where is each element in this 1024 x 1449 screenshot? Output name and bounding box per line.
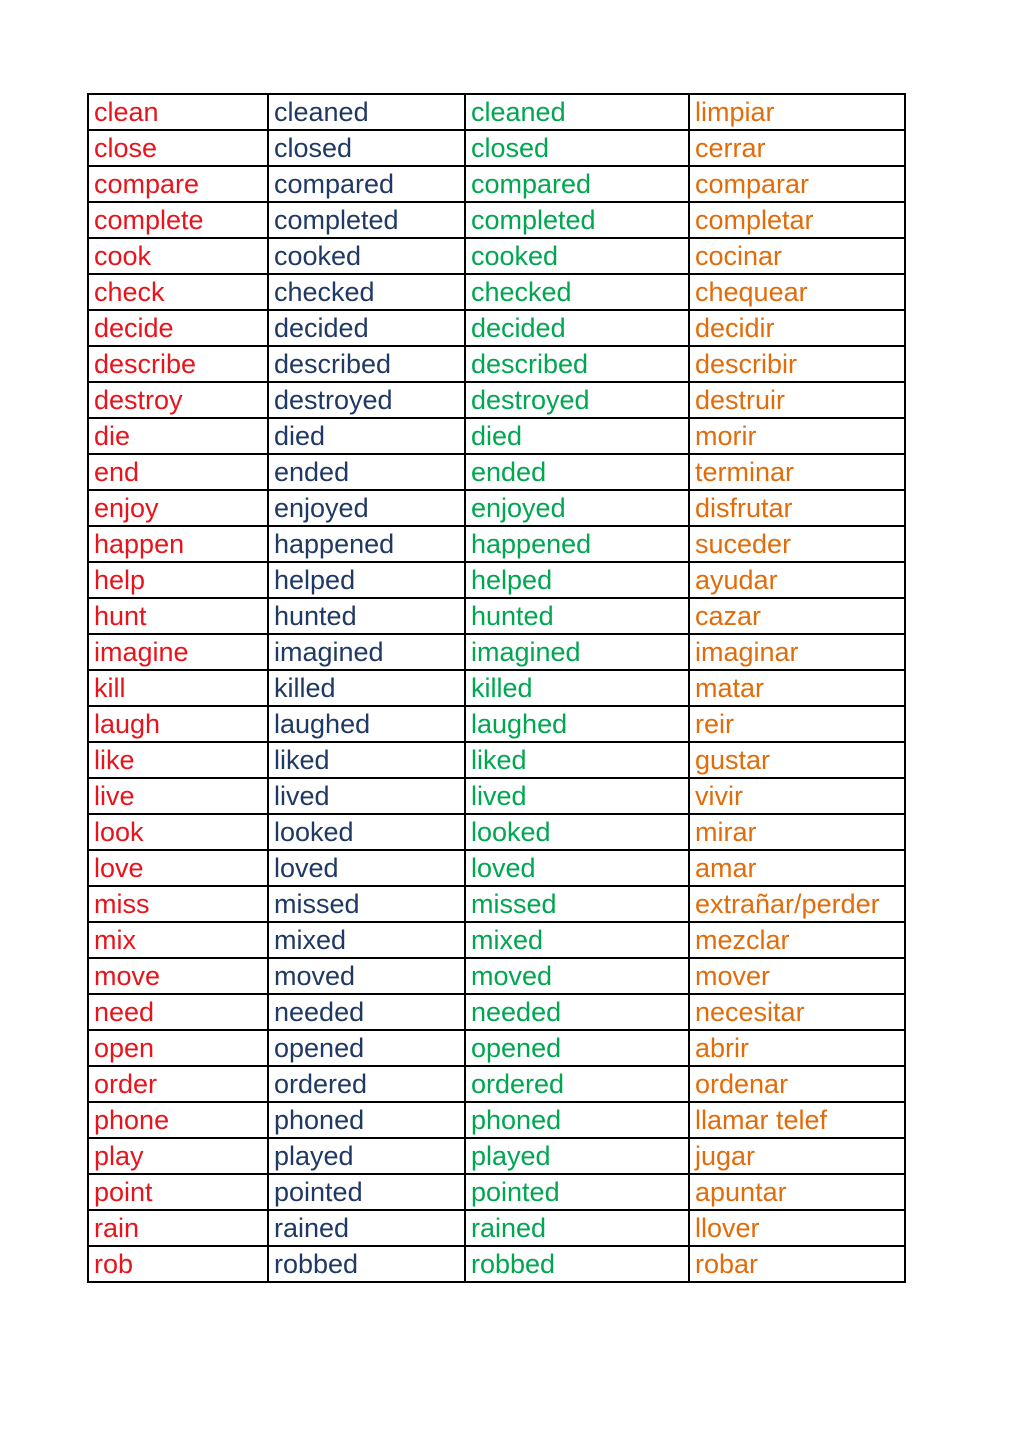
past-participle-cell: looked: [465, 814, 689, 850]
table-row: [88, 490, 905, 526]
past-tense-cell: imagined: [268, 634, 465, 670]
past-tense-cell: mixed: [268, 922, 465, 958]
spanish-translation-cell: morir: [689, 418, 905, 454]
spanish-translation-cell: imaginar: [689, 634, 905, 670]
past-tense-cell: killed: [268, 670, 465, 706]
past-tense-cell: looked: [268, 814, 465, 850]
past-tense-cell: ordered: [268, 1066, 465, 1102]
past-participle-cell: laughed: [465, 706, 689, 742]
past-tense-cell: hunted: [268, 598, 465, 634]
past-participle-cell: opened: [465, 1030, 689, 1066]
infinitive-cell: rain: [88, 1210, 268, 1246]
table-row: [88, 1246, 905, 1282]
spanish-translation-cell: jugar: [689, 1138, 905, 1174]
spanish-translation-cell: mover: [689, 958, 905, 994]
infinitive-cell: destroy: [88, 382, 268, 418]
past-participle-cell: phoned: [465, 1102, 689, 1138]
past-tense-cell: died: [268, 418, 465, 454]
past-tense-cell: pointed: [268, 1174, 465, 1210]
table-row: [88, 922, 905, 958]
infinitive-cell: open: [88, 1030, 268, 1066]
table-row: [88, 1138, 905, 1174]
past-participle-cell: killed: [465, 670, 689, 706]
infinitive-cell: need: [88, 994, 268, 1030]
table-row: [88, 202, 905, 238]
table-row: [88, 814, 905, 850]
past-participle-cell: ordered: [465, 1066, 689, 1102]
infinitive-cell: close: [88, 130, 268, 166]
past-tense-cell: lived: [268, 778, 465, 814]
past-tense-cell: liked: [268, 742, 465, 778]
past-participle-cell: missed: [465, 886, 689, 922]
past-participle-cell: mixed: [465, 922, 689, 958]
past-tense-cell: helped: [268, 562, 465, 598]
past-participle-cell: lived: [465, 778, 689, 814]
infinitive-cell: order: [88, 1066, 268, 1102]
past-participle-cell: needed: [465, 994, 689, 1030]
past-participle-cell: moved: [465, 958, 689, 994]
past-participle-cell: cooked: [465, 238, 689, 274]
past-participle-cell: happened: [465, 526, 689, 562]
past-tense-cell: played: [268, 1138, 465, 1174]
infinitive-cell: complete: [88, 202, 268, 238]
spanish-translation-cell: cocinar: [689, 238, 905, 274]
past-participle-cell: ended: [465, 454, 689, 490]
table-row: [88, 850, 905, 886]
spanish-translation-cell: mezclar: [689, 922, 905, 958]
infinitive-cell: phone: [88, 1102, 268, 1138]
verb-table-body: [88, 94, 905, 1282]
infinitive-cell: hunt: [88, 598, 268, 634]
spanish-translation-cell: completar: [689, 202, 905, 238]
infinitive-cell: imagine: [88, 634, 268, 670]
table-row: [88, 166, 905, 202]
past-tense-cell: laughed: [268, 706, 465, 742]
table-row: [88, 778, 905, 814]
past-tense-cell: destroyed: [268, 382, 465, 418]
table-row: [88, 670, 905, 706]
verb-table: [87, 93, 906, 1283]
past-tense-cell: moved: [268, 958, 465, 994]
spanish-translation-cell: suceder: [689, 526, 905, 562]
infinitive-cell: describe: [88, 346, 268, 382]
spanish-translation-cell: chequear: [689, 274, 905, 310]
infinitive-cell: end: [88, 454, 268, 490]
past-tense-cell: needed: [268, 994, 465, 1030]
past-participle-cell: died: [465, 418, 689, 454]
past-tense-cell: decided: [268, 310, 465, 346]
spanish-translation-cell: mirar: [689, 814, 905, 850]
past-participle-cell: destroyed: [465, 382, 689, 418]
spanish-translation-cell: gustar: [689, 742, 905, 778]
table-row: [88, 886, 905, 922]
past-tense-cell: loved: [268, 850, 465, 886]
table-row: [88, 706, 905, 742]
past-participle-cell: checked: [465, 274, 689, 310]
spanish-translation-cell: disfrutar: [689, 490, 905, 526]
past-tense-cell: ended: [268, 454, 465, 490]
infinitive-cell: point: [88, 1174, 268, 1210]
past-tense-cell: robbed: [268, 1246, 465, 1282]
spanish-translation-cell: llamar telef: [689, 1102, 905, 1138]
past-participle-cell: helped: [465, 562, 689, 598]
past-participle-cell: loved: [465, 850, 689, 886]
infinitive-cell: play: [88, 1138, 268, 1174]
spanish-translation-cell: cerrar: [689, 130, 905, 166]
spanish-translation-cell: extrañar/perder: [689, 886, 905, 922]
past-participle-cell: pointed: [465, 1174, 689, 1210]
spanish-translation-cell: cazar: [689, 598, 905, 634]
infinitive-cell: love: [88, 850, 268, 886]
past-tense-cell: checked: [268, 274, 465, 310]
spanish-translation-cell: apuntar: [689, 1174, 905, 1210]
past-tense-cell: happened: [268, 526, 465, 562]
table-row: [88, 994, 905, 1030]
past-participle-cell: played: [465, 1138, 689, 1174]
table-row: [88, 130, 905, 166]
table-row: [88, 382, 905, 418]
spanish-translation-cell: destruir: [689, 382, 905, 418]
infinitive-cell: check: [88, 274, 268, 310]
past-tense-cell: described: [268, 346, 465, 382]
past-participle-cell: described: [465, 346, 689, 382]
past-tense-cell: opened: [268, 1030, 465, 1066]
past-participle-cell: completed: [465, 202, 689, 238]
past-participle-cell: cleaned: [465, 94, 689, 130]
table-row: [88, 958, 905, 994]
past-tense-cell: compared: [268, 166, 465, 202]
spanish-translation-cell: ayudar: [689, 562, 905, 598]
spanish-translation-cell: describir: [689, 346, 905, 382]
table-row: [88, 1174, 905, 1210]
past-participle-cell: enjoyed: [465, 490, 689, 526]
past-tense-cell: cleaned: [268, 94, 465, 130]
spanish-translation-cell: robar: [689, 1246, 905, 1282]
table-row: [88, 238, 905, 274]
infinitive-cell: kill: [88, 670, 268, 706]
infinitive-cell: rob: [88, 1246, 268, 1282]
past-tense-cell: rained: [268, 1210, 465, 1246]
past-participle-cell: liked: [465, 742, 689, 778]
table-row: [88, 418, 905, 454]
infinitive-cell: move: [88, 958, 268, 994]
table-row: [88, 562, 905, 598]
past-participle-cell: rained: [465, 1210, 689, 1246]
infinitive-cell: enjoy: [88, 490, 268, 526]
spanish-translation-cell: comparar: [689, 166, 905, 202]
spanish-translation-cell: abrir: [689, 1030, 905, 1066]
spanish-translation-cell: limpiar: [689, 94, 905, 130]
past-participle-cell: imagined: [465, 634, 689, 670]
spanish-translation-cell: amar: [689, 850, 905, 886]
infinitive-cell: laugh: [88, 706, 268, 742]
table-row: [88, 1102, 905, 1138]
infinitive-cell: clean: [88, 94, 268, 130]
spanish-translation-cell: ordenar: [689, 1066, 905, 1102]
table-row: [88, 94, 905, 130]
past-tense-cell: completed: [268, 202, 465, 238]
infinitive-cell: miss: [88, 886, 268, 922]
past-participle-cell: compared: [465, 166, 689, 202]
infinitive-cell: die: [88, 418, 268, 454]
past-tense-cell: missed: [268, 886, 465, 922]
past-participle-cell: robbed: [465, 1246, 689, 1282]
table-row: [88, 454, 905, 490]
table-row: [88, 526, 905, 562]
spanish-translation-cell: reir: [689, 706, 905, 742]
past-tense-cell: cooked: [268, 238, 465, 274]
spanish-translation-cell: matar: [689, 670, 905, 706]
spanish-translation-cell: terminar: [689, 454, 905, 490]
spanish-translation-cell: necesitar: [689, 994, 905, 1030]
past-participle-cell: decided: [465, 310, 689, 346]
spanish-translation-cell: decidir: [689, 310, 905, 346]
table-row: [88, 634, 905, 670]
table-row: [88, 598, 905, 634]
spanish-translation-cell: vivir: [689, 778, 905, 814]
past-participle-cell: hunted: [465, 598, 689, 634]
past-participle-cell: closed: [465, 130, 689, 166]
past-tense-cell: enjoyed: [268, 490, 465, 526]
table-row: [88, 1210, 905, 1246]
infinitive-cell: cook: [88, 238, 268, 274]
table-row: [88, 1066, 905, 1102]
infinitive-cell: compare: [88, 166, 268, 202]
table-row: [88, 1030, 905, 1066]
spanish-translation-cell: llover: [689, 1210, 905, 1246]
infinitive-cell: help: [88, 562, 268, 598]
past-tense-cell: closed: [268, 130, 465, 166]
infinitive-cell: like: [88, 742, 268, 778]
table-row: [88, 310, 905, 346]
infinitive-cell: mix: [88, 922, 268, 958]
infinitive-cell: happen: [88, 526, 268, 562]
past-tense-cell: phoned: [268, 1102, 465, 1138]
table-row: [88, 742, 905, 778]
infinitive-cell: decide: [88, 310, 268, 346]
table-row: [88, 346, 905, 382]
infinitive-cell: live: [88, 778, 268, 814]
infinitive-cell: look: [88, 814, 268, 850]
table-row: [88, 274, 905, 310]
